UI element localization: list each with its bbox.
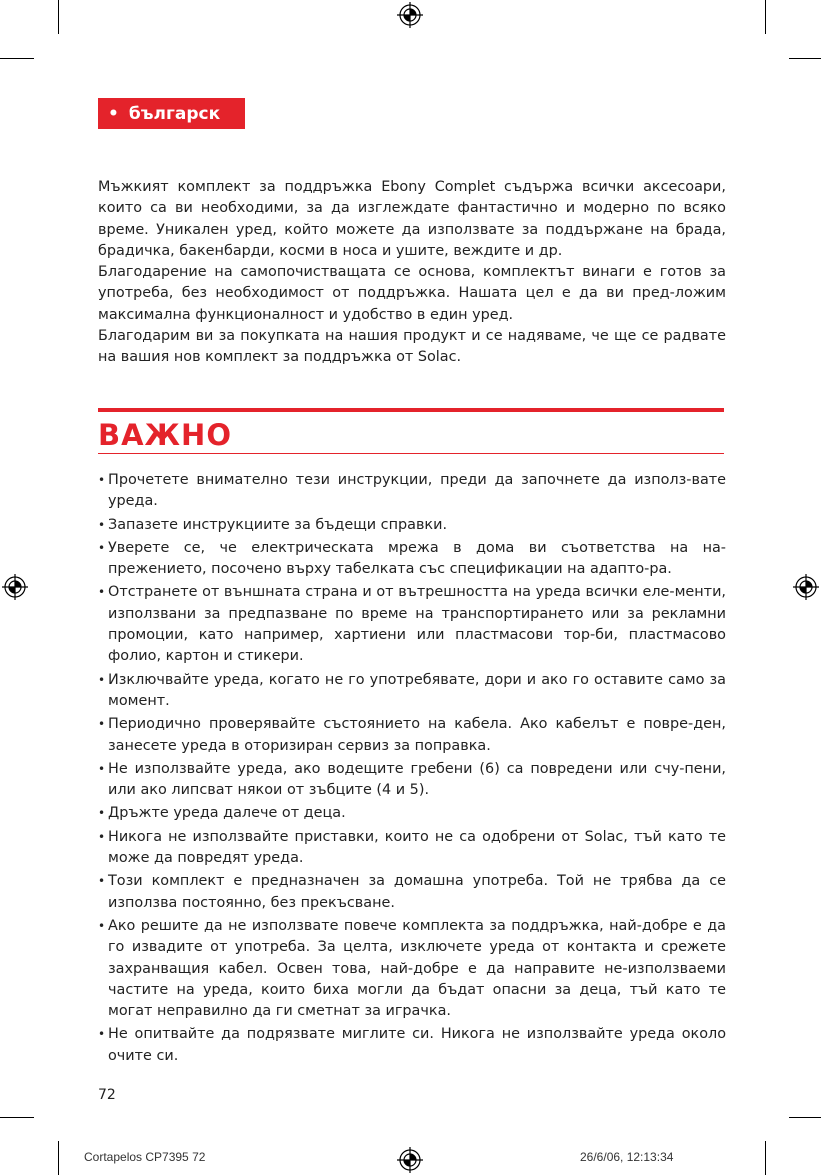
footer-file-info: Cortapelos CP7395 72 bbox=[84, 1150, 206, 1164]
list-item: • Запазете инструкциите за бъдещи справки. bbox=[98, 515, 726, 536]
list-item: • Никога не използвайте приставки, които не са одобрени от Solac, тъй като те може да повредят уреда. bbox=[98, 827, 726, 870]
section-rule-top bbox=[98, 408, 724, 412]
crop-mark bbox=[789, 1117, 821, 1118]
crop-mark bbox=[789, 58, 821, 59]
crop-mark bbox=[765, 1141, 766, 1175]
crop-mark bbox=[58, 1141, 59, 1175]
page-number: 72 bbox=[98, 1087, 116, 1103]
section-rule-bottom bbox=[98, 453, 724, 454]
section-title: ВАЖНО bbox=[98, 418, 232, 452]
crop-mark bbox=[58, 0, 59, 34]
language-tab-bullet: • bbox=[108, 103, 119, 124]
list-item: • Не използвайте уреда, ако водещите гребени (6) са повредени или счу-пени, или ако липсват някои от зъбците (4 и 5). bbox=[98, 759, 726, 802]
registration-mark-icon bbox=[2, 574, 28, 600]
crop-mark bbox=[0, 1117, 34, 1118]
registration-mark-icon bbox=[793, 574, 819, 600]
list-item: • Ако решите да не използвате повече комплекта за поддръжка, най-добре е да го извадите от употреба. За целта, изключете уреда от контакта и срежете захранващия кабел. Освен това, най-добре е да направите не-използваеми частите на уреда, които биха могли да бъдат опасни за деца, тъй като те могат неправилно да ги сметнат за играчка. bbox=[98, 916, 726, 1022]
list-item: • Периодично проверявайте състоянието на кабела. Ако кабелът е повре-ден, занесете уреда в оторизиран сервиз за поправка. bbox=[98, 714, 726, 757]
intro-text bbox=[98, 177, 726, 369]
list-item: • Уверете се, че електрическата мрежа в дома ви съответства на на-прежението, посочено върху табелката със спецификации на адапто-ра. bbox=[98, 538, 726, 581]
registration-mark-icon bbox=[397, 2, 423, 28]
intro-paragraph: Благодарение на самопочистващата се основа, комплектът винаги е готов за употреба, без необходимост от поддръжка. Нашата цел е да ви пред-ложим максимална функционалност и удобство в един уред. bbox=[98, 264, 726, 323]
list-item: • Този комплект е предназначен за домашна употреба. Той не трябва да се използва постоянно, без прекъсване. bbox=[98, 871, 726, 914]
list-item: • Прочетете внимателно тези инструкции, преди да започнете да използ-вате уреда. bbox=[98, 470, 726, 513]
footer-timestamp: 26/6/06, 12:13:34 bbox=[580, 1150, 674, 1164]
registration-mark-icon bbox=[397, 1147, 423, 1173]
crop-mark bbox=[765, 0, 766, 34]
intro-paragraph: Благодарим ви за покупката на нашия продукт и се надяваме, че ще се радвате на вашия нов комплект за поддръжка от Solac. bbox=[98, 328, 726, 366]
important-list bbox=[98, 470, 726, 1069]
list-item: • Отстранете от външната страна и от вътрешността на уреда всички еле-менти, използвани за предпазване по време на транспортирането или за рекламни промоции, като например, хартиени или пластмасови тор-би, пластмасово фолио, картон и стикери. bbox=[98, 582, 726, 667]
list-item: • Не опитвайте да подрязвате миглите си. Никога не използвайте уреда около очите си. bbox=[98, 1024, 726, 1067]
crop-mark bbox=[0, 58, 34, 59]
list-item: • Изключвайте уреда, когато не го употребявате, дори и ако го оставите само за момент. bbox=[98, 670, 726, 713]
list-item: • Дръжте уреда далече от деца. bbox=[98, 803, 726, 824]
intro-paragraph: Мъжкият комплект за поддръжка Ebony Complet съдържа всички аксесоари, които са ви необходими, за да изглеждате фантастично и модерно по всяко време. Уникален уред, който можете да използвате за поддържане на брада, брадичка, бакенбарди, косми в носа и ушите, веждите и др. bbox=[98, 179, 726, 259]
language-tab bbox=[98, 98, 245, 129]
language-tab-label: българск bbox=[128, 103, 221, 124]
